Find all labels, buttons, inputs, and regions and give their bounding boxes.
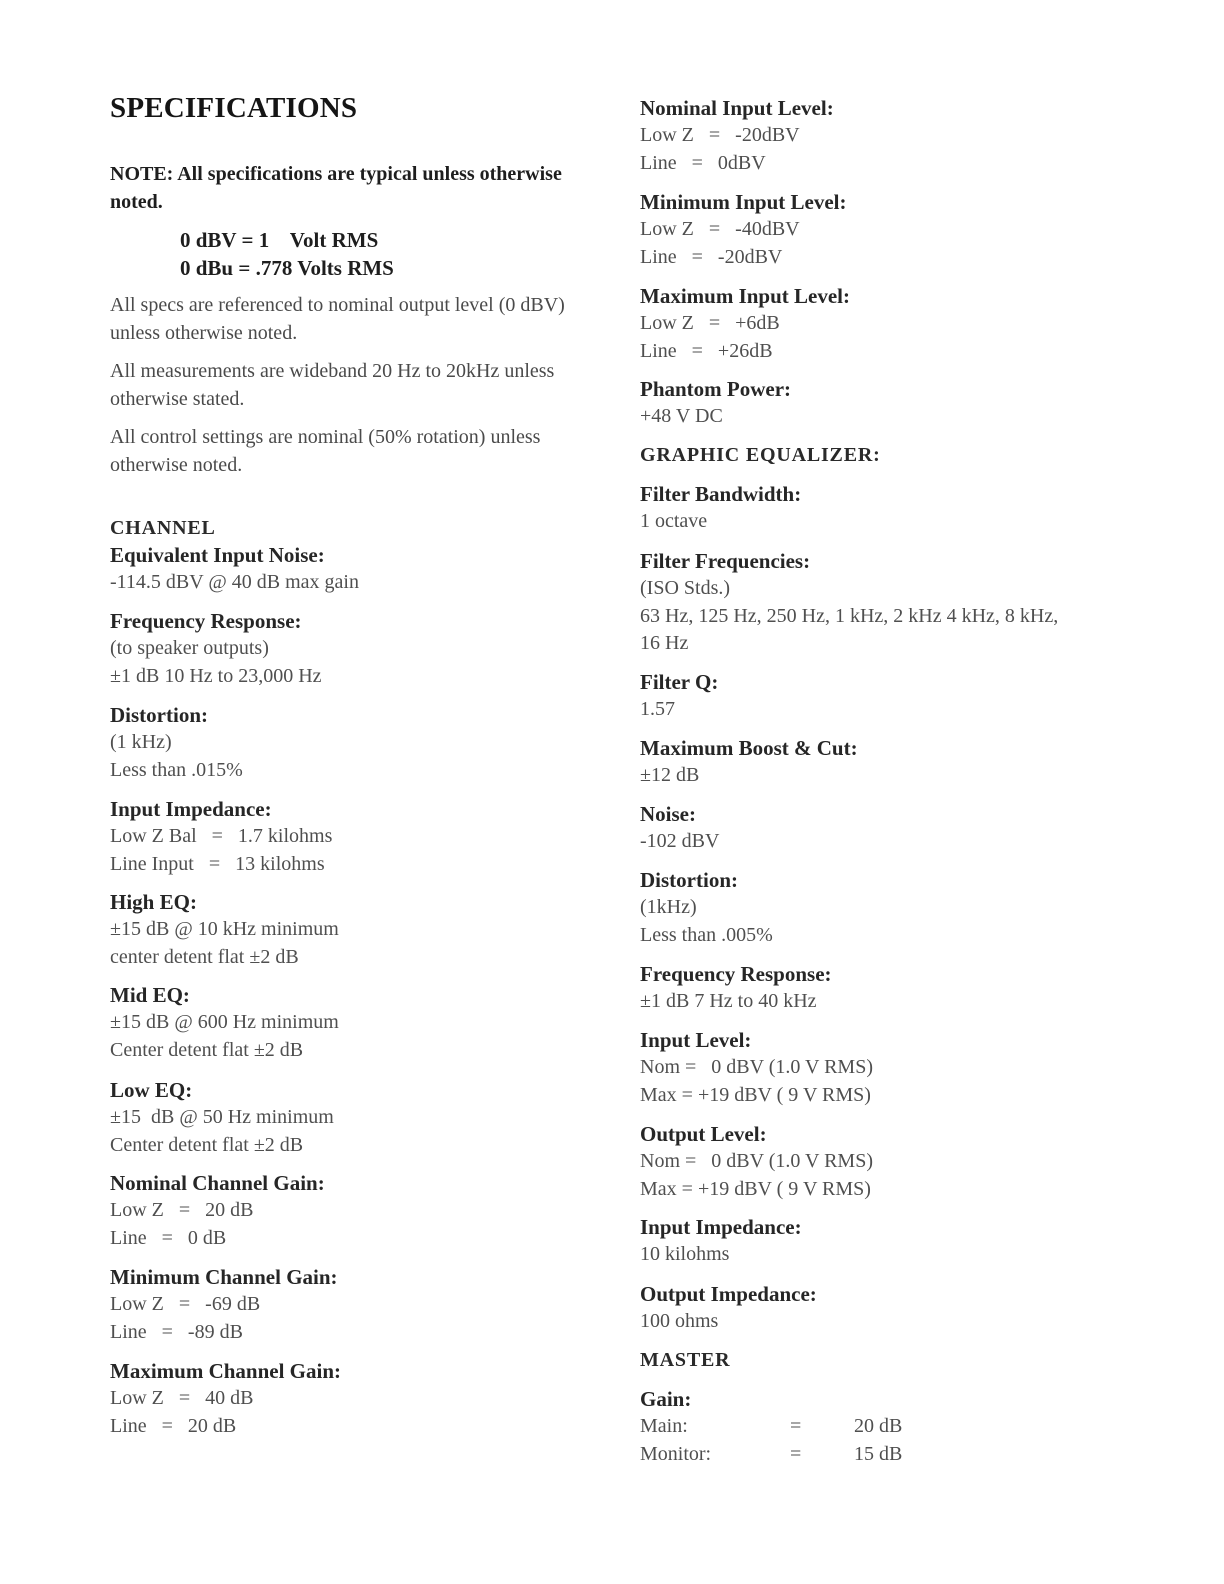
spec-block xyxy=(640,548,1200,658)
spec-block xyxy=(110,608,670,690)
spec-title: Output Impedance: xyxy=(640,1282,817,1306)
spec-block xyxy=(640,376,1200,431)
spec-block xyxy=(640,801,1200,856)
spec-value: Line = 20 dB xyxy=(110,1414,237,1437)
spec-value: (1kHz) xyxy=(640,896,697,918)
spec-title: Gain: xyxy=(640,1387,692,1411)
spec-value: ±15 dB @ 10 kHz minimum xyxy=(110,918,339,940)
specifications-note: NOTE: All specifications are typical unless otherwise noted. xyxy=(110,163,562,213)
spec-value: Low Z Bal = 1.7 kilohms xyxy=(110,825,333,847)
spec-title: Input Impedance: xyxy=(640,1215,802,1239)
spec-block xyxy=(640,735,1200,790)
master-gain-main xyxy=(640,1413,1200,1441)
master-gain-spec xyxy=(640,1386,1200,1468)
spec-value: Low Z = +6dB xyxy=(640,312,780,334)
section-title-graphic-equalizer: GRAPHIC EQUALIZER: xyxy=(640,444,881,466)
spec-block xyxy=(110,796,670,878)
spec-title: Distortion: xyxy=(110,703,208,727)
spec-block xyxy=(640,1214,1200,1269)
measurement-paragraph: All measurements are wideband 20 Hz to 20kHz unless otherwise stated. xyxy=(110,360,555,410)
spec-value: -114.5 dBV @ 40 dB max gain xyxy=(110,571,359,593)
page-title: SPECIFICATIONS xyxy=(110,92,358,124)
spec-title: Filter Bandwidth: xyxy=(640,482,802,506)
spec-title: Low EQ: xyxy=(110,1078,193,1102)
spec-value: Low Z = 40 dB xyxy=(110,1387,254,1409)
spec-block xyxy=(640,95,1200,177)
spec-value: Nom = 0 dBV (1.0 V RMS) xyxy=(640,1150,873,1172)
control-paragraph: All control settings are nominal (50% rotation) unless otherwise noted. xyxy=(110,426,541,476)
spec-value: Line = 0dBV xyxy=(640,151,766,174)
spec-block xyxy=(110,1170,670,1252)
spec-value: 1.57 xyxy=(640,698,675,720)
spec-title: Input Level: xyxy=(640,1028,752,1052)
spec-block xyxy=(640,669,1200,724)
master-gain-monitor xyxy=(640,1441,1200,1469)
spec-value: -102 dBV xyxy=(640,830,720,852)
spec-block xyxy=(640,867,1200,949)
spec-value: center detent flat ±2 dB xyxy=(110,945,299,968)
spec-title: Filter Frequencies: xyxy=(640,549,811,573)
spec-value: +48 V DC xyxy=(640,405,723,427)
spec-block xyxy=(110,1358,670,1440)
spec-title: Phantom Power: xyxy=(640,377,792,401)
spec-block xyxy=(640,1027,1200,1109)
spec-value: Low Z = -69 dB xyxy=(110,1293,261,1315)
spec-block xyxy=(640,1121,1200,1203)
spec-title: Frequency Response: xyxy=(110,609,302,633)
spec-block xyxy=(110,542,670,597)
spec-title: Distortion: xyxy=(640,868,738,892)
spec-title: Nominal Input Level: xyxy=(640,96,834,120)
spec-title: High EQ: xyxy=(110,890,197,914)
spec-title: Noise: xyxy=(640,802,696,826)
gain-value: 15 dB xyxy=(854,1442,903,1465)
spec-title: Maximum Boost & Cut: xyxy=(640,736,858,760)
spec-title: Maximum Channel Gain: xyxy=(110,1359,342,1383)
spec-value: Low Z = 20 dB xyxy=(110,1199,254,1221)
spec-title: Input Impedance: xyxy=(110,797,272,821)
spec-title: Nominal Channel Gain: xyxy=(110,1171,325,1195)
spec-title: Mid EQ: xyxy=(110,983,190,1007)
spec-value: Low Z = -40dBV xyxy=(640,218,800,240)
unit-dbu: 0 dBu = .778 Volts RMS xyxy=(180,256,394,280)
spec-block xyxy=(110,702,670,784)
section-title-channel: CHANNEL xyxy=(110,517,216,539)
spec-value: 16 Hz xyxy=(640,632,689,654)
spec-title: Maximum Input Level: xyxy=(640,284,850,308)
gain-label: Monitor: xyxy=(640,1442,712,1465)
spec-block xyxy=(640,961,1200,1016)
spec-value: (ISO Stds.) xyxy=(640,577,731,599)
spec-value: 1 octave xyxy=(640,510,708,532)
spec-value: Line = +26dB xyxy=(640,339,773,362)
spec-value: Low Z = -20dBV xyxy=(640,124,800,146)
gain-label: Main: xyxy=(640,1415,688,1437)
spec-value: Max = +19 dBV ( 9 V RMS) xyxy=(640,1177,871,1200)
spec-block xyxy=(640,283,1200,365)
spec-block xyxy=(110,889,670,971)
gain-equals: = xyxy=(790,1415,802,1437)
spec-block xyxy=(640,1281,1200,1336)
section-title-master: MASTER xyxy=(640,1349,731,1371)
spec-title: Minimum Channel Gain: xyxy=(110,1265,338,1289)
spec-title: Minimum Input Level: xyxy=(640,190,847,214)
spec-value: (1 kHz) xyxy=(110,731,172,753)
unit-definitions xyxy=(180,226,394,282)
gain-equals: = xyxy=(790,1442,802,1465)
spec-value: Nom = 0 dBV (1.0 V RMS) xyxy=(640,1056,873,1078)
unit-dbv: 0 dBV = 1 Volt RMS xyxy=(180,228,379,252)
spec-value: Less than .015% xyxy=(110,758,243,781)
spec-block xyxy=(110,1264,670,1346)
spec-value: ±15 dB @ 600 Hz minimum xyxy=(110,1011,339,1033)
spec-title: Output Level: xyxy=(640,1122,767,1146)
spec-title: Frequency Response: xyxy=(640,962,832,986)
spec-value: Center detent flat ±2 dB xyxy=(110,1133,304,1156)
spec-value: Line = 0 dB xyxy=(110,1226,227,1249)
reference-paragraph: All specs are referenced to nominal output level (0 dBV) unless otherwise noted. xyxy=(110,294,565,344)
spec-block xyxy=(110,982,670,1064)
spec-value: (to speaker outputs) xyxy=(110,637,269,659)
spec-title: Filter Q: xyxy=(640,670,719,694)
spec-value: ±15 dB @ 50 Hz minimum xyxy=(110,1106,334,1128)
spec-block xyxy=(640,481,1200,536)
spec-title: Equivalent Input Noise: xyxy=(110,543,325,567)
spec-value: Center detent flat ±2 dB xyxy=(110,1038,304,1061)
spec-block xyxy=(640,189,1200,271)
spec-value: 10 kilohms xyxy=(640,1243,730,1265)
gain-value: 20 dB xyxy=(854,1415,903,1437)
spec-value: 63 Hz, 125 Hz, 250 Hz, 1 kHz, 2 kHz 4 kHz, 8 kHz, xyxy=(640,604,1059,627)
spec-value: Less than .005% xyxy=(640,923,773,946)
spec-value: 100 ohms xyxy=(640,1310,719,1332)
spec-value: ±1 dB 7 Hz to 40 kHz xyxy=(640,990,817,1012)
spec-value: ±12 dB xyxy=(640,764,700,786)
spec-value: Line = -20dBV xyxy=(640,245,783,268)
spec-value: Line Input = 13 kilohms xyxy=(110,852,325,875)
spec-block xyxy=(110,1077,670,1159)
spec-value: Line = -89 dB xyxy=(110,1320,243,1343)
spec-value: ±1 dB 10 Hz to 23,000 Hz xyxy=(110,664,322,687)
spec-value: Max = +19 dBV ( 9 V RMS) xyxy=(640,1083,871,1106)
